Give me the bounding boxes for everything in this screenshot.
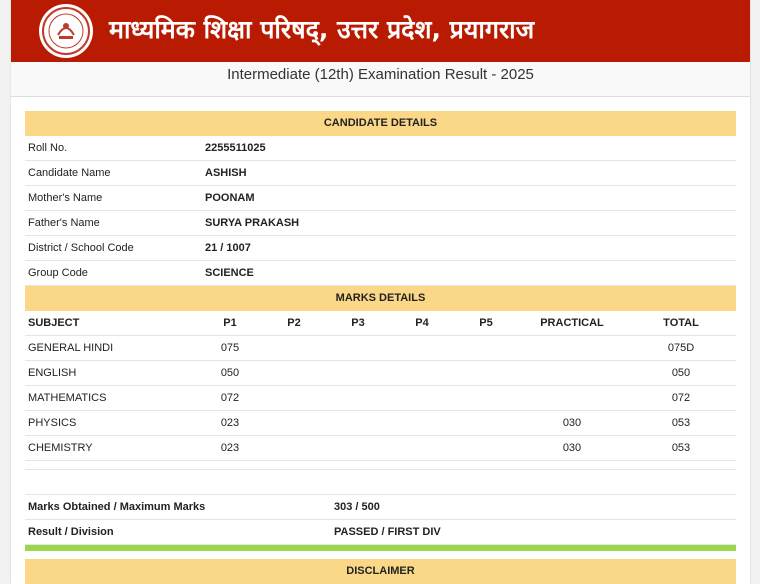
marks-cell: 072 — [220, 392, 240, 404]
site-header — [11, 0, 750, 62]
result-page — [11, 0, 750, 584]
subject-name: MATHEMATICS — [28, 392, 107, 404]
candidate-field-label: District / School Code — [28, 242, 134, 254]
result-content — [25, 111, 736, 584]
candidate-field-label: Group Code — [28, 267, 88, 279]
candidate-row — [25, 261, 736, 286]
marks-details-heading: MARKS DETAILS — [25, 286, 736, 311]
candidate-details-heading: CANDIDATE DETAILS — [25, 111, 736, 136]
result-summary — [25, 494, 736, 545]
column-header: PRACTICAL — [540, 317, 604, 329]
marks-cell: 075 — [220, 342, 240, 354]
spacer — [25, 461, 736, 470]
column-header: P5 — [479, 317, 493, 329]
spacer — [25, 470, 736, 494]
column-header: P4 — [415, 317, 429, 329]
subject-name: CHEMISTRY — [28, 442, 93, 454]
summary-row — [25, 495, 736, 520]
subject-row — [25, 336, 736, 361]
summary-row — [25, 520, 736, 545]
marks-details-table — [25, 311, 736, 461]
candidate-field-value: 21 / 1007 — [205, 242, 251, 254]
subject-row — [25, 361, 736, 386]
candidate-field-value: POONAM — [205, 192, 255, 204]
marks-cell: 075D — [667, 342, 695, 354]
subject-name: ENGLISH — [28, 367, 77, 379]
summary-label: Marks Obtained / Maximum Marks — [28, 501, 206, 513]
candidate-row — [25, 186, 736, 211]
candidate-field-label: Mother's Name — [28, 192, 103, 204]
candidate-field-label: Candidate Name — [28, 167, 111, 179]
column-header: TOTAL — [663, 317, 699, 329]
summary-value: 303 / 500 — [334, 501, 380, 513]
subject-row — [25, 411, 736, 436]
candidate-row — [25, 211, 736, 236]
marks-cell: 050 — [671, 367, 691, 379]
disclaimer-heading: DISCLAIMER — [25, 559, 736, 584]
column-header: SUBJECT — [28, 317, 80, 329]
marks-cell: 050 — [220, 367, 240, 379]
marks-cell: 072 — [671, 392, 691, 404]
exam-title: Intermediate (12th) Examination Result - 2025 — [227, 66, 534, 83]
subject-name: GENERAL HINDI — [28, 342, 114, 354]
candidate-field-label: Roll No. — [28, 142, 68, 154]
column-header: P1 — [223, 317, 237, 329]
subject-name: PHYSICS — [28, 417, 77, 429]
column-header: P3 — [351, 317, 365, 329]
subject-row — [25, 386, 736, 411]
summary-label: Result / Division — [28, 526, 114, 538]
candidate-row — [25, 136, 736, 161]
subject-row — [25, 436, 736, 461]
page-title — [11, 62, 750, 97]
column-header: P2 — [287, 317, 301, 329]
candidate-row — [25, 161, 736, 186]
candidate-field-value: SCIENCE — [205, 267, 254, 279]
spacer — [25, 551, 736, 559]
marks-header-row — [25, 311, 736, 336]
candidate-row — [25, 236, 736, 261]
marks-cell: 053 — [671, 442, 691, 454]
candidate-details-table — [25, 136, 736, 286]
candidate-field-value: ASHISH — [205, 167, 247, 179]
summary-value: PASSED / FIRST DIV — [334, 526, 441, 538]
candidate-field-value: 2255511025 — [205, 142, 266, 154]
candidate-field-value: SURYA PRAKASH — [205, 217, 300, 229]
candidate-field-label: Father's Name — [28, 217, 100, 229]
marks-cell: 030 — [562, 417, 582, 429]
board-title: माध्यमिक शिक्षा परिषद्, उत्तर प्रदेश, प्रयागराज — [109, 15, 535, 44]
up-board-emblem-icon — [39, 4, 93, 58]
marks-cell: 023 — [220, 417, 240, 429]
marks-cell: 023 — [220, 442, 240, 454]
marks-cell: 030 — [562, 442, 582, 454]
marks-cell: 053 — [671, 417, 691, 429]
